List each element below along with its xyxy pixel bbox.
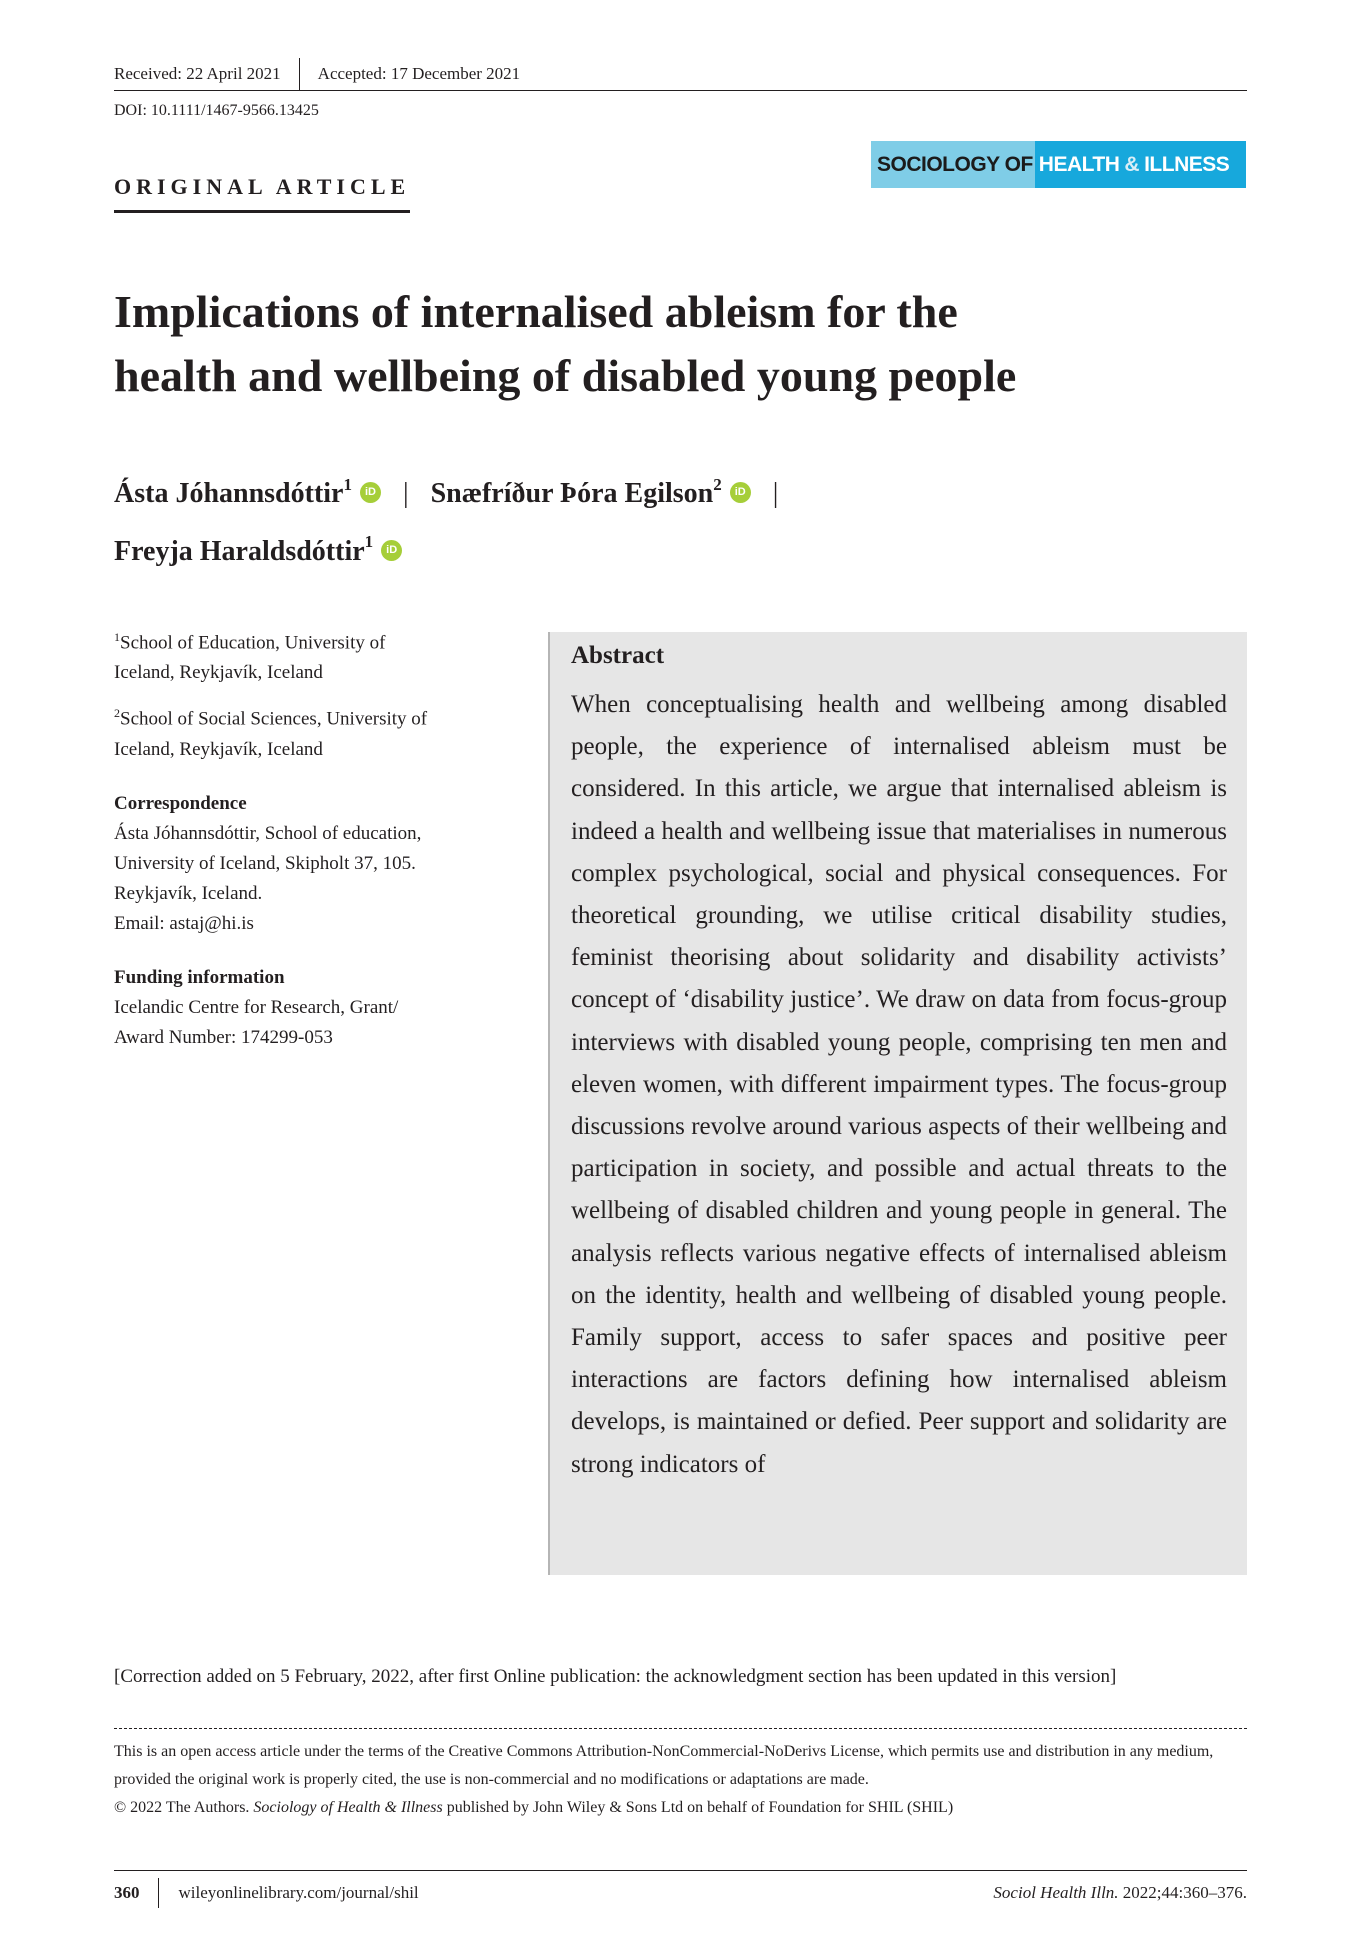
page-footer — [114, 1876, 1247, 1910]
doi[interactable]: DOI: 10.1111/1467-9566.13425 — [114, 102, 319, 119]
correspondence-line: Ásta Jóhannsdóttir, School of education, — [114, 822, 422, 844]
journal-logo-word-illness: ILLNESS — [1144, 152, 1230, 176]
citation — [993, 1883, 1247, 1903]
received-date: Received: 22 April 2021 — [114, 64, 281, 83]
abstract-text: When conceptualising health and wellbeing among disabled people, the experience of internalised ableism must be considered. In this article, we argue that internalised ableism is indeed a health and wellbeing issue that materialises in numerous complex psychological, social and physical consequences. For theoretical grounding, we utilise critical disability studies, feminist theorising about solidarity and disability activists’ concept of ‘disability justice’. We draw on data from focus-group interviews with disabled young people, comprising ten men and eleven women, with different impairment types. The focus-group discussions revolve around various aspects of their wellbeing and participation in society, and possible and actual threats to the wellbeing of disabled children and young people in general. The analysis reflects various negative effects of internalised ableism on the identity, health and wellbeing of disabled young people. Family support, access to safer spaces and positive peer interactions are factors defining how internalised ableism develops, is maintained or defied. Peer support and solidarity are strong indicators of — [571, 691, 1227, 1478]
affiliation-mark: 1 — [114, 630, 120, 644]
title-line-1: Implications of internalised ableism for the — [114, 286, 958, 337]
journal-logo — [871, 141, 1246, 188]
author-separator: | — [772, 478, 779, 510]
author-name: Ásta Jóhannsdóttir — [114, 478, 344, 510]
divider — [299, 58, 300, 90]
page-number: 360 — [114, 1883, 140, 1902]
citation-journal: Sociol Health Illn. — [993, 1883, 1119, 1902]
abstract-box — [550, 632, 1247, 1575]
author-name: Freyja Haraldsdóttir — [114, 535, 365, 567]
section-label: ORIGINAL ARTICLE — [114, 174, 410, 213]
affiliation-text: School of Social Sciences, University of — [120, 708, 428, 730]
orcid-icon[interactable]: iD — [360, 482, 381, 503]
copyright-journal: Sociology of Health & Illness — [253, 1799, 443, 1816]
author-affiliation-mark: 1 — [364, 532, 374, 552]
correspondence-email[interactable]: Email: astaj@hi.is — [114, 912, 254, 934]
funding-heading: Funding information — [114, 966, 285, 988]
copyright-suffix: published by John Wiley & Sons Ltd on behalf of Foundation for SHIL (SHIL) — [442, 1799, 954, 1816]
author-separator: | — [402, 478, 409, 510]
affiliation-text: Iceland, Reykjavík, Iceland — [114, 738, 323, 760]
article-sidebar — [114, 622, 514, 1053]
journal-logo-left: SOCIOLOGY OF — [871, 141, 1035, 188]
title-line-2: health and wellbeing of disabled young people — [114, 350, 1017, 401]
author-2[interactable] — [430, 475, 751, 510]
orcid-icon[interactable]: iD — [730, 482, 751, 503]
journal-logo-word-health: HEALTH — [1038, 152, 1120, 176]
dashed-divider — [114, 1728, 1247, 1729]
correspondence-line: University of Iceland, Skipholt 37, 105. — [114, 852, 416, 874]
correction-note: [Correction added on 5 February, 2022, after first Online publication: the acknowledgment section has been updated in this version] — [114, 1666, 1117, 1687]
footer-rule — [114, 1870, 1247, 1871]
author-name: Snæfríður Þóra Egilson — [430, 478, 714, 510]
journal-logo-amp: & — [1124, 152, 1140, 176]
article-title — [114, 280, 1214, 408]
author-1[interactable] — [114, 475, 381, 510]
affiliation-1 — [114, 622, 514, 688]
orcid-icon[interactable]: iD — [381, 540, 402, 561]
funding-details — [114, 993, 514, 1053]
journal-logo-right — [1035, 141, 1246, 188]
article-dates — [114, 58, 520, 90]
affiliation-mark: 2 — [114, 706, 120, 721]
correspondence-details — [114, 819, 514, 939]
funding-line: Icelandic Centre for Research, Grant/ — [114, 996, 399, 1018]
author-affiliation-mark: 1 — [343, 475, 352, 494]
copyright-prefix: © 2022 The Authors. — [114, 1799, 254, 1816]
correspondence-heading: Correspondence — [114, 792, 247, 814]
correspondence-line: Reykjavík, Iceland. — [114, 882, 263, 904]
journal-url[interactable]: wileyonlinelibrary.com/journal/shil — [178, 1883, 419, 1902]
license-text: This is an open access article under the terms of the Creative Commons Attribution-NonCommercial-NoDerivs License, which permits use and distribution in any medium, provided the original work is properly cited, the use is non-commercial and no modifications or adaptations are made. — [114, 1743, 1214, 1788]
abstract-heading: Abstract — [571, 642, 665, 669]
header-rule — [114, 90, 1247, 91]
license-block — [114, 1738, 1247, 1822]
author-3[interactable] — [114, 532, 402, 567]
affiliation-text: School of Education, University of — [120, 632, 386, 654]
affiliation-text: Iceland, Reykjavík, Iceland — [114, 662, 323, 684]
author-list — [114, 462, 1114, 577]
citation-rest: 2022;44:360–376. — [1118, 1883, 1247, 1902]
funding-line: Award Number: 174299-053 — [114, 1026, 333, 1048]
divider — [158, 1878, 159, 1908]
author-affiliation-mark: 2 — [713, 475, 722, 494]
affiliation-2 — [114, 698, 514, 764]
accepted-date: Accepted: 17 December 2021 — [317, 64, 521, 83]
